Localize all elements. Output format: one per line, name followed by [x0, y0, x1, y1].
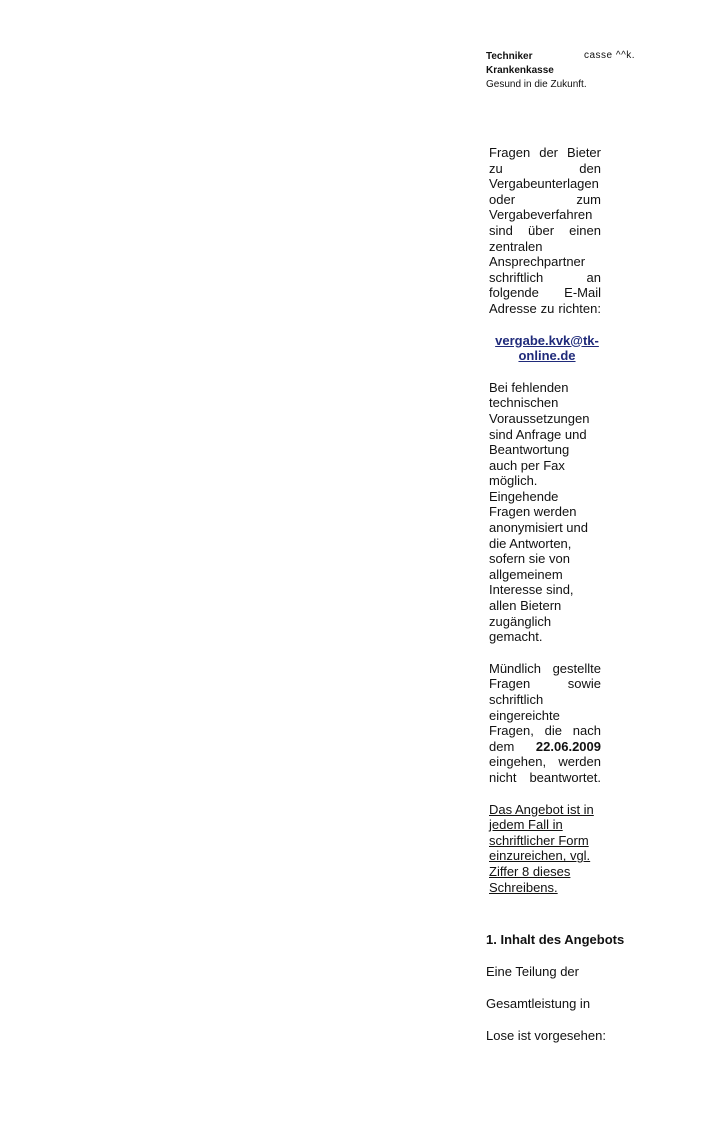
section-line-3: Lose ist vorgesehen: — [486, 1028, 606, 1043]
letterhead — [486, 50, 656, 92]
email-paragraph — [489, 333, 601, 364]
deadline-paragraph — [489, 661, 601, 786]
logo-text-fragment: casse ^^k. — [584, 50, 636, 61]
fax-paragraph: Bei fehlenden technischen Voraussetzungen sind Anfrage und Beantwortung auch per Fax möglich. Eingehende Fragen werden anonymisiert und die Antworten, sofern sie von allgemeinem Interesse sind, allen Bietern zugänglich gemacht. — [489, 379, 590, 645]
body-column — [489, 145, 601, 911]
company-name-line1: Techniker — [486, 51, 533, 62]
questions-paragraph: Fragen der Bieter zu den Vergabeunterlagen oder zum Vergabeverfahren sind über einen zentralen Ansprechpartner schriftlich an folgende E-Mail Adresse zu richten: — [489, 145, 601, 316]
section-line-2: Gesamtleistung in — [486, 996, 591, 1011]
company-name-line2: Krankenkasse — [486, 65, 554, 76]
deadline-text-before: Mündlich gestellte Fragen sowie schriftlich eingereichte Fragen, die nach dem — [489, 660, 601, 754]
email-link[interactable]: vergabe.kvk@tk-online.de — [495, 332, 599, 364]
section-offer-content — [486, 932, 626, 1060]
company-slogan: Gesund in die Zukunft. — [486, 79, 587, 90]
deadline-date: 22.06.2009 — [535, 738, 601, 754]
section-heading: 1. Inhalt des Angebots — [486, 932, 625, 947]
section-line-1: Eine Teilung der — [486, 964, 579, 979]
deadline-text-after: eingehen, werden nicht beantwortet. — [489, 754, 601, 785]
written-form-paragraph: Das Angebot ist in jedem Fall in schriftlicher Form einzureichen, vgl. Ziffer 8 dieses Schreibens. — [489, 801, 594, 895]
